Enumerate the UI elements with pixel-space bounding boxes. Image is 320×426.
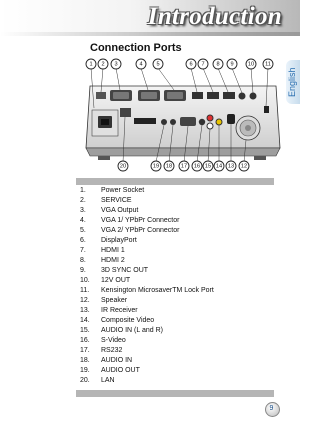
callout-5 — [153, 59, 163, 69]
item-label: DisplayPort — [101, 237, 137, 244]
item-label: IR Receiver — [101, 307, 138, 314]
port-list-item — [80, 246, 276, 256]
item-label: Power Socket — [101, 187, 145, 194]
port-list-item — [80, 316, 276, 326]
item-number: 6. — [80, 237, 86, 244]
s-video-port — [199, 119, 205, 125]
callout-19 — [151, 161, 161, 171]
12v-out — [250, 93, 257, 100]
port-list — [80, 186, 276, 386]
item-label: SERVICE — [101, 197, 132, 204]
hdmi-1-connector — [207, 92, 219, 99]
item-number: 4. — [80, 217, 86, 224]
callout-number: 5 — [156, 61, 160, 68]
callout-20 — [118, 161, 128, 171]
item-number: 1. — [80, 187, 86, 194]
rs232-port — [180, 117, 196, 126]
callout-16 — [192, 161, 202, 171]
port-list-item — [80, 236, 276, 246]
item-number: 9. — [80, 267, 86, 274]
item-number: 16. — [80, 337, 90, 344]
port-list-item — [80, 276, 276, 286]
item-number: 10. — [80, 277, 90, 284]
item-label: HDMI 2 — [101, 257, 125, 264]
callout-number: 20 — [119, 163, 127, 170]
callout-number: 11 — [265, 61, 271, 68]
item-number: 20. — [80, 377, 90, 384]
vga-2-connector — [164, 90, 186, 101]
vga-output — [110, 90, 132, 101]
port-list-item — [80, 346, 276, 356]
item-label: S-Video — [101, 337, 126, 344]
hdmi-logo-strip — [134, 118, 156, 124]
port-list-item — [80, 216, 276, 226]
item-number: 18. — [80, 357, 90, 364]
page-title: Introduction — [147, 3, 282, 30]
callout-18 — [164, 161, 174, 171]
list-bottom-bar — [76, 390, 274, 397]
top-callouts — [86, 59, 273, 69]
connection-ports-diagram — [76, 56, 286, 174]
item-label: VGA Output — [101, 207, 139, 214]
kensington-lock-port — [264, 106, 269, 113]
item-number: 12. — [80, 297, 90, 304]
item-label: Speaker — [101, 297, 128, 304]
callout-number: 9 — [230, 61, 234, 68]
language-tab-label: English — [287, 67, 297, 97]
item-label: AUDIO IN (L and R) — [101, 327, 163, 334]
port-list-item — [80, 366, 276, 376]
callout-number: 3 — [114, 61, 118, 68]
callout-number: 6 — [189, 61, 193, 68]
callout-8 — [213, 59, 223, 69]
port-list-item — [80, 306, 276, 316]
callout-number: 7 — [201, 61, 205, 68]
page-number: 9 — [269, 405, 274, 412]
port-list-item — [80, 186, 276, 196]
callout-6 — [186, 59, 196, 69]
ir-receiver — [227, 114, 235, 124]
power-socket — [92, 110, 118, 136]
bottom-callouts — [118, 161, 249, 171]
port-list-item — [80, 326, 276, 336]
vga-1-connector — [138, 90, 160, 101]
port-list-item — [80, 196, 276, 206]
item-number: 13. — [80, 307, 90, 314]
item-number: 19. — [80, 367, 90, 374]
callout-2 — [98, 59, 108, 69]
callout-number: 1 — [89, 61, 93, 68]
item-number: 15. — [80, 327, 90, 334]
callout-12 — [239, 161, 249, 171]
item-label: LAN — [101, 377, 115, 384]
displayport-connector — [192, 92, 203, 99]
port-list-item — [80, 376, 276, 386]
callout-number: 15 — [204, 163, 212, 170]
item-number: 14. — [80, 317, 90, 324]
callout-3 — [111, 59, 121, 69]
callout-number: 14 — [215, 163, 223, 170]
callout-13 — [226, 161, 236, 171]
item-number: 11. — [80, 287, 90, 294]
callout-1 — [86, 59, 96, 69]
speaker — [236, 116, 260, 140]
callout-number: 8 — [216, 61, 220, 68]
item-number: 5. — [80, 227, 86, 234]
list-top-bar — [76, 178, 274, 185]
callout-number: 18 — [165, 163, 173, 170]
callout-7 — [198, 59, 208, 69]
callout-14 — [214, 161, 224, 171]
port-list-item — [80, 286, 276, 296]
item-number: 7. — [80, 247, 86, 254]
item-label: AUDIO OUT — [101, 367, 140, 374]
composite-video-port — [216, 119, 222, 125]
item-label: VGA 2/ YPbPr Connector — [101, 227, 180, 234]
callout-number: 10 — [247, 61, 255, 68]
item-label: HDMI 1 — [101, 247, 125, 254]
callout-17 — [179, 161, 189, 171]
callout-number: 16 — [193, 163, 201, 170]
callout-10 — [246, 59, 256, 69]
port-list-item — [80, 266, 276, 276]
item-label: 3D SYNC OUT — [101, 267, 149, 274]
item-number: 8. — [80, 257, 86, 264]
port-list-item — [80, 336, 276, 346]
callout-number: 17 — [180, 163, 188, 170]
port-list-item — [80, 226, 276, 236]
port-list-item — [80, 356, 276, 366]
item-label: Kensington MicrosaverTM Lock Port — [101, 287, 214, 294]
item-label: Composite Video — [101, 317, 155, 324]
item-label: 12V OUT — [101, 277, 131, 284]
service-port — [96, 92, 106, 99]
section-title: Connection Ports — [90, 42, 182, 54]
callout-number: 13 — [227, 163, 235, 170]
item-number: 17. — [80, 347, 90, 354]
3d-sync-out — [239, 93, 246, 100]
port-list-item — [80, 206, 276, 216]
callout-11 — [263, 59, 273, 69]
item-number: 2. — [80, 197, 86, 204]
callout-9 — [227, 59, 237, 69]
callout-number: 2 — [101, 61, 105, 68]
port-list-item — [80, 296, 276, 306]
item-label: VGA 1/ YPbPr Connector — [101, 217, 180, 224]
callout-15 — [203, 161, 213, 171]
callout-number: 4 — [139, 61, 143, 68]
callout-number: 12 — [240, 163, 248, 170]
item-label: RS232 — [101, 347, 123, 354]
item-label: AUDIO IN — [101, 357, 133, 364]
callout-4 — [136, 59, 146, 69]
callout-number: 19 — [152, 163, 160, 170]
hdmi-2-connector — [223, 92, 235, 99]
port-list-item — [80, 256, 276, 266]
item-number: 3. — [80, 207, 86, 214]
lan-port — [120, 108, 131, 117]
